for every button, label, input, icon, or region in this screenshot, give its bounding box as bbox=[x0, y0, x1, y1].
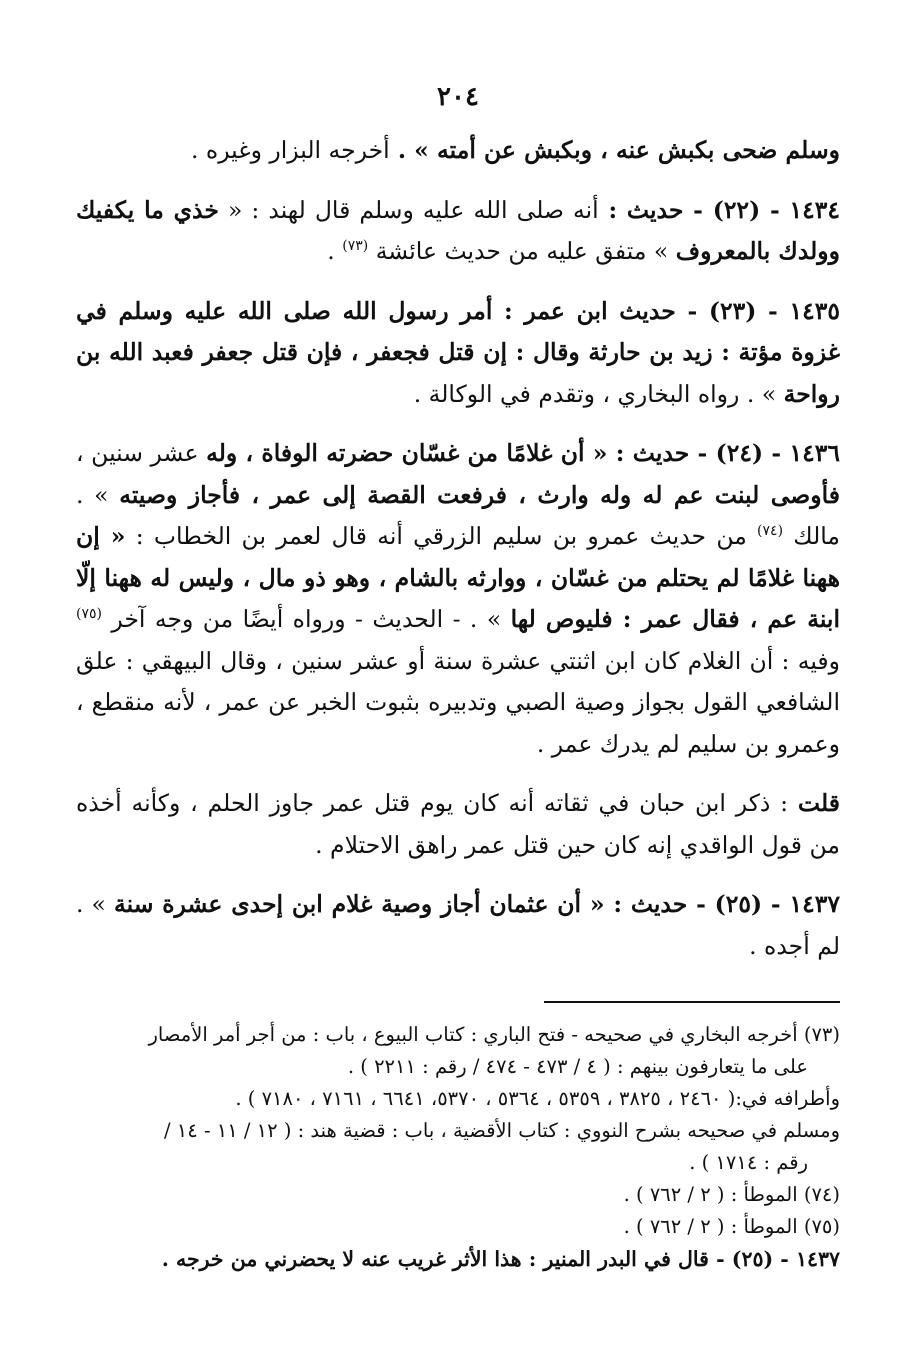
hadith-intro: أنه صلى الله عليه وسلم قال لهند : « bbox=[218, 195, 599, 224]
source-note: » . مالك bbox=[76, 480, 840, 550]
source-note: » . - الحديث - ورواه أيضًا من وجه آخر bbox=[101, 605, 511, 633]
footnote-separator bbox=[544, 1001, 840, 1003]
hadith-text: خذي ما يكفيك وولدك بالمعروف bbox=[76, 195, 840, 265]
hadith-text: فأوصى لبنت عم له وله وارث ، فرفعت القصة إلى عمر ، فأجاز وصيته bbox=[119, 480, 840, 509]
footnote-ref-73: (٧٣) bbox=[342, 238, 369, 255]
hadith-text: وسلم ضحى بكبش عنه ، وبكبش عن أمته » . bbox=[389, 136, 840, 164]
hadith-number: ١٤٣٦ - (٢٤) - حديث : « bbox=[584, 439, 840, 467]
commentary: : ذكر ابن حبان في ثقاته أنه كان يوم قتل عمر جاوز الحلم ، وكأنه أخذه من قول الواقدي إنه كان حين قتل عمر راهق الاحتلام . bbox=[76, 789, 840, 859]
hadith-text-plain: عشر سنين ، bbox=[76, 439, 207, 467]
paragraph-continuation bbox=[76, 130, 840, 172]
paragraph-1434 bbox=[76, 190, 840, 273]
footnote-line: (٧٣) أخرجه البخاري في صحيحه - فتح الباري : كتاب البيوع ، باب : من أجر أمر الأمصار bbox=[148, 1023, 840, 1046]
hadith-number: ١٤٣٤ - (٢٢) - حديث : bbox=[598, 195, 840, 224]
footnote-line: رقم : ١٧١٤ ) . bbox=[689, 1151, 808, 1174]
footnote-line: ومسلم في صحيحه بشرح النووي : كتاب الأقضية ، باب : قضية هند : ( ١٢ / ١١ - ١٤ / bbox=[164, 1119, 840, 1142]
main-text bbox=[76, 130, 840, 967]
source-note: » . رواه البخاري ، وتقدم في الوكالة . bbox=[413, 379, 784, 408]
hadith-text: ١٤٣٥ - (٢٣) - حديث ابن عمر : أمر رسول الله صلى الله عليه وسلم في غزوة مؤتة : زيد بن حارثة وقال : إن قتل فجعفر ، فإن قتل جعفر فعبد الله بن رواحة bbox=[76, 296, 840, 408]
footnote-75: (٧٥) الموطأ : ( ٢ / ٧٦٢ ) . bbox=[623, 1215, 840, 1238]
hadith-text: أن عثمان أجاز وصية غلام ابن إحدى عشرة سنة bbox=[114, 890, 582, 918]
footnote-line: وأطرافه في:( ٢٤٦٠ ، ٣٨٢٥ ، ٥٣٥٩ ، ٥٣٦٤ ، ٥٣٧٠، ٦٦٤١ ، ٧١٦١ ، ٧١٨٠ ) . bbox=[235, 1087, 840, 1110]
source-note: من حديث عمرو بن سليم الزرقي أنه قال لعمر بن الخطاب : bbox=[125, 522, 758, 550]
source-note: أخرجه البزار وغيره . bbox=[190, 136, 390, 164]
paragraph-1436 bbox=[76, 433, 840, 765]
paragraph-qultu bbox=[76, 783, 840, 866]
footnote-74: (٧٤) الموطأ : ( ٢ / ٧٦٢ ) . bbox=[623, 1183, 840, 1206]
hadith-text: « إن ههنا غلامًا لم يحتلم من غسّان ، ووارثه بالشام ، وهو ذو مال ، وليس له ههنا إلّا ابنة عم ، فقال عمر : فليوص لها bbox=[76, 522, 840, 633]
footnote-1437: ١٤٣٧ - (٢٥) - قال في البدر المنير : هذا الأثر غريب عنه لا يحضرني من خرجه . bbox=[161, 1247, 840, 1271]
commentary: وفيه : أن الغلام كان ابن اثنتي عشرة سنة أو عشر سنين ، وقال البيهقي : علق الشافعي القول بجواز وصية الصبي وتدبيره بثبوت الخبر عن عمر ، لأنه منقطع ، وعمرو بن سليم لم يدرك عمر . bbox=[76, 646, 840, 758]
qultu-label: قلت bbox=[797, 789, 840, 817]
footnote-73 bbox=[76, 1019, 840, 1179]
hadith-text: أن غلامًا من غسّان حضرته الوفاة ، وله bbox=[206, 439, 585, 467]
footnotes bbox=[76, 1019, 840, 1275]
page-number: ٢٠٤ bbox=[437, 82, 479, 112]
hadith-number: ١٤٣٧ - (٢٥) - حديث : « bbox=[581, 890, 840, 918]
footnote-line: على ما يتعارفون بينهم : ( ٤ / ٤٧٣ - ٤٧٤ / رقم : ٢٢١١ ) . bbox=[347, 1055, 808, 1078]
paragraph-1435 bbox=[76, 291, 840, 416]
paragraph-1437 bbox=[76, 884, 840, 967]
source-note: » متفق عليه من حديث عائشة bbox=[368, 237, 676, 265]
source-note: » . لم أجده . bbox=[76, 890, 840, 960]
punctuation: . bbox=[327, 237, 343, 265]
footnote-ref-75: (٧٥) bbox=[76, 606, 102, 623]
footnote-ref-74: (٧٤) bbox=[757, 523, 784, 540]
